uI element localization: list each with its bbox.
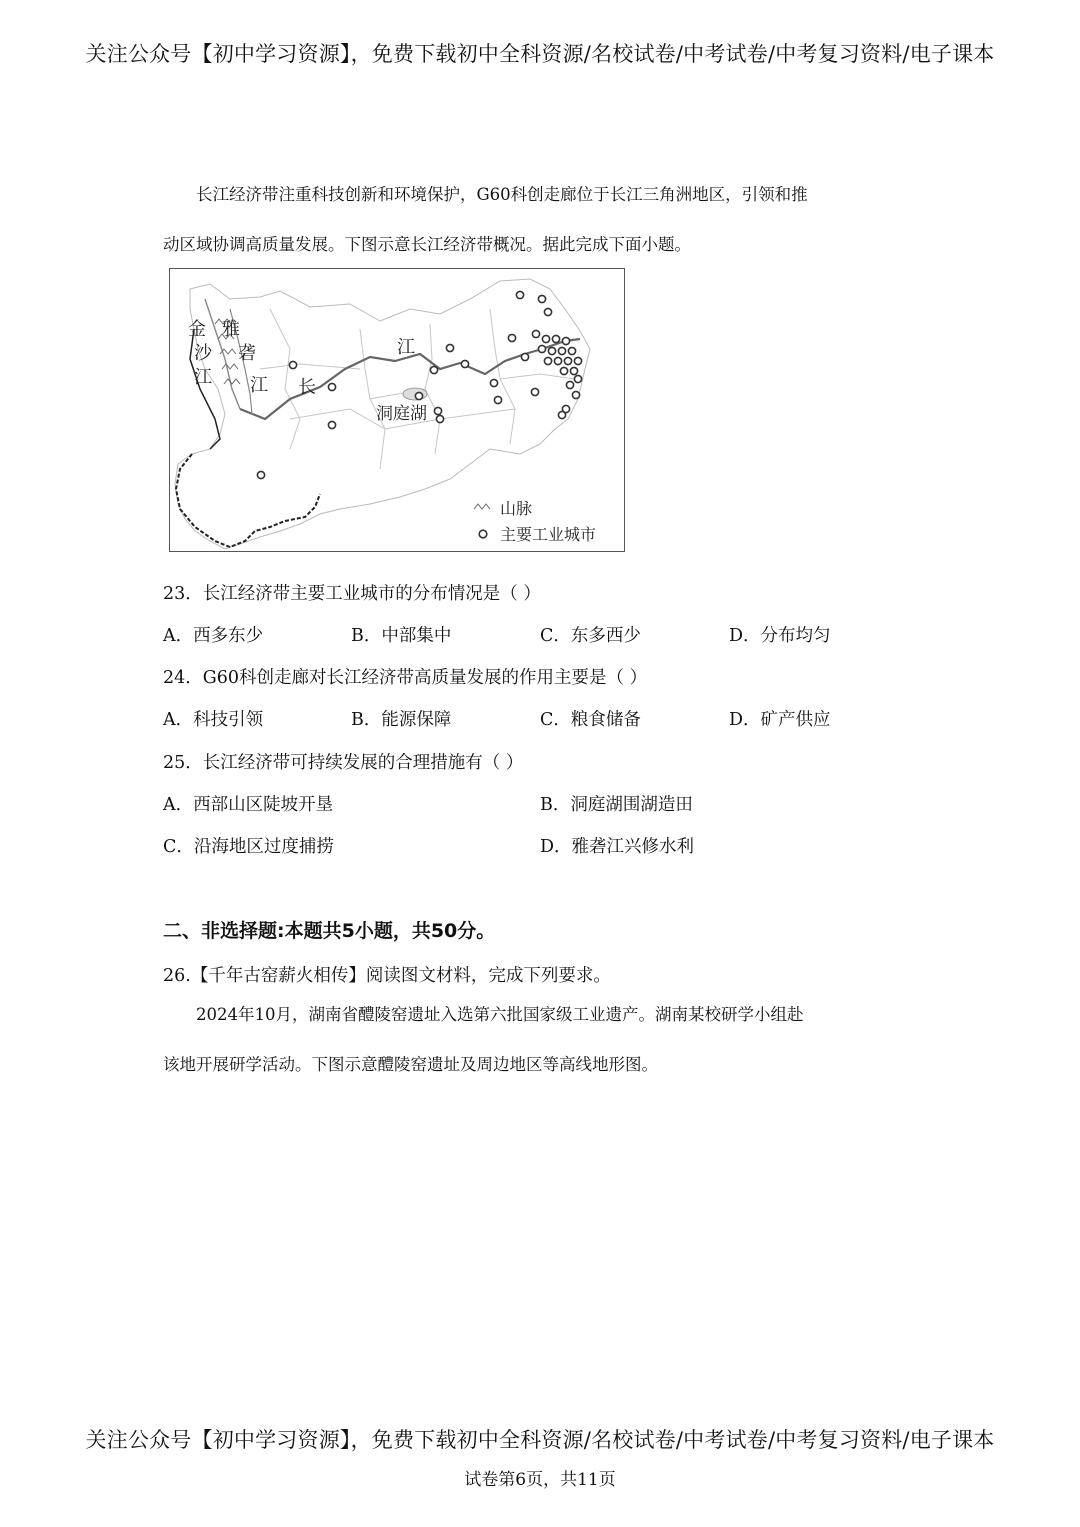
label-jinsha-3: 江 [194,367,212,387]
intro-text [163,170,923,270]
legend [474,499,596,544]
section-2-title: 二、非选择题:本题共5小题，共50分。 [163,920,496,942]
dongting-lake [403,388,427,400]
map-svg [170,269,624,551]
q23-option-d[interactable]: D．分布均匀 [729,626,831,646]
label-yalong-2: 砻 [238,343,256,363]
yangtze-economic-belt-map [169,268,625,552]
label-jinsha-1: 金 [188,319,206,339]
q23-option-b[interactable]: B．中部集中 [351,626,452,646]
legend-mountain-label: 山脉 [500,499,533,518]
question-25: 25．长江经济带可持续发展的合理措施有（ ） [163,753,524,773]
q25-option-a[interactable]: A．西部山区陡坡开垦 [163,795,334,815]
legend-city-icon [479,530,487,538]
q24-option-d[interactable]: D．矿产供应 [729,710,831,730]
q25-option-b[interactable]: B．洞庭湖围湖造田 [540,795,693,815]
question-24: 24．G60科创走廊对长江经济带高质量发展的作用主要是（ ） [163,668,648,688]
label-yalong-1: 雅 [222,319,240,339]
q24-option-c[interactable]: C．粮食储备 [540,710,641,730]
q25-option-d[interactable]: D．雅砻江兴修水利 [540,837,695,857]
q23-option-c[interactable]: C．东多西少 [540,626,641,646]
q26-material-line-2: 该地开展研学活动。下图示意醴陵窑遗址及周边地区等高线地形图。 [163,1055,658,1074]
q24-option-b[interactable]: B．能源保障 [351,710,452,730]
q26-material [163,990,923,1090]
legend-city-label: 主要工业城市 [500,525,597,544]
q26-material-line-1: 2024年10月，湖南省醴陵窑遗址入选第六批国家级工业遗产。湖南某校研学小组赴 [196,1005,804,1024]
label-dongting: 洞庭湖 [376,404,427,423]
q23-option-a[interactable]: A．西多东少 [163,626,264,646]
legend-mountain-icon [474,504,490,509]
label-chang: 长 [298,377,316,397]
label-yalong-3: 江 [250,375,268,395]
intro-line-2: 动区域协调高质量发展。下图示意长江经济带概况。据此完成下面小题。 [163,235,691,254]
label-jinsha-2: 沙 [194,343,212,363]
question-23: 23．长江经济带主要工业城市的分布情况是（ ） [163,584,541,604]
bottom-banner: 关注公众号【初中学习资源】，免费下载初中全科资源/名校试卷/中考试卷/中考复习资料/电子课本 [85,1428,995,1452]
page-footer: 试卷第6页，共11页 [464,1470,616,1490]
intro-line-1: 长江经济带注重科技创新和环境保护，G60科创走廊位于长江三角洲地区，引领和推 [196,185,808,204]
q24-option-a[interactable]: A．科技引领 [163,710,264,730]
q25-option-c[interactable]: C．沿海地区过度捕捞 [163,837,334,857]
top-banner: 关注公众号【初中学习资源】，免费下载初中全科资源/名校试卷/中考试卷/中考复习资料/电子课本 [85,42,995,66]
question-26: 26.【千年古窑薪火相传】阅读图文材料，完成下列要求。 [163,966,611,986]
label-jiang: 江 [397,337,415,357]
